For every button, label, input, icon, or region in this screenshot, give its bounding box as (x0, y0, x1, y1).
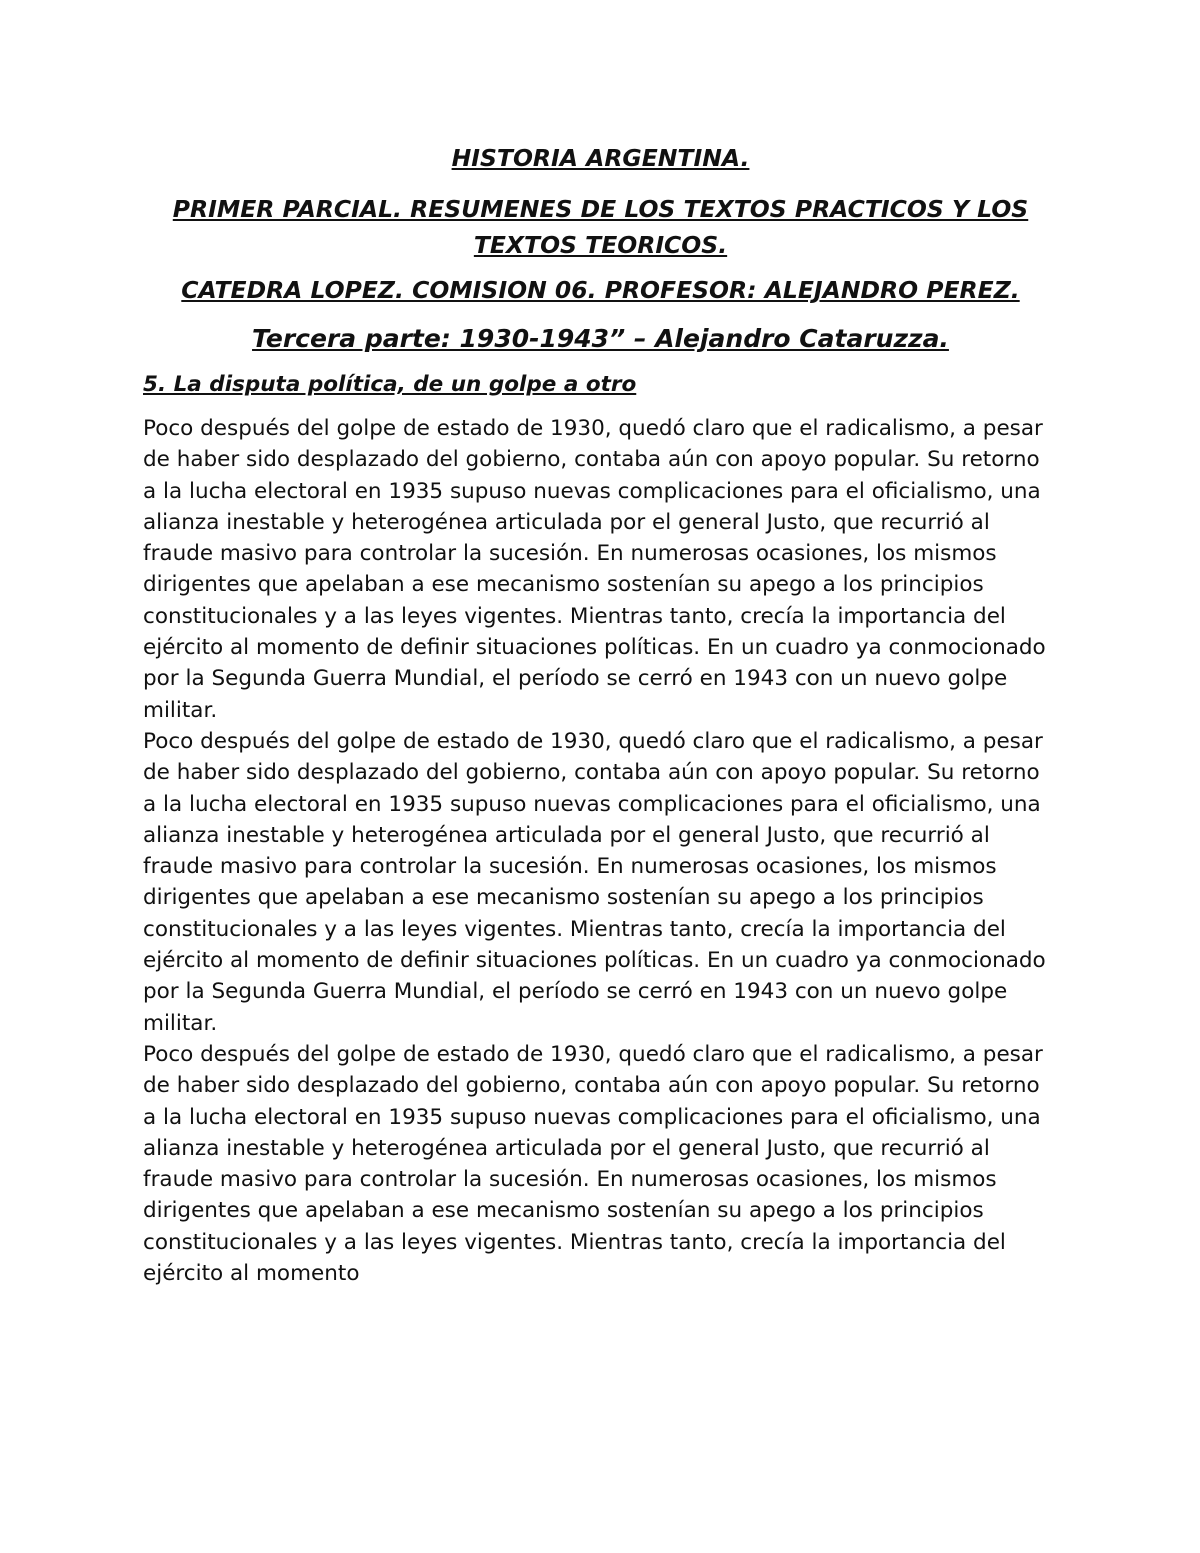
document-subtitle: PRIMER PARCIAL. RESUMENES DE LOS TEXTOS PRACTICOS Y LOS TEXTOS TEORICOS. (172, 195, 1029, 259)
paragraph: Poco después del golpe de estado de 1930, quedó claro que el radicalismo, a pesar de haber sido desplazado del gobierno, contaba aún con apoyo popular. Su retorno a la lucha electoral en 1935 supuso nuevas complicaciones para el oficialismo, una alianza inestable y heterogénea articulada por el general Justo, que recurrió al fraude masivo para controlar la sucesión. En numerosas ocasiones, los mismos dirigentes que apelaban a ese mecanismo sostenían su apego a los principios constitucionales y a las leyes vigentes. Mientras tanto, crecía la importancia del ejército al momento de definir situaciones políticas. En un cuadro ya conmocionado por la Segunda Guerra Mundial, el período se cerró en 1943 con un nuevo golpe militar. (143, 728, 1046, 1036)
body-text (143, 413, 1058, 1413)
part-title: Tercera parte: 1930-1943” – Alejandro Cataruzza. (252, 324, 949, 353)
paragraph: Poco después del golpe de estado de 1930, quedó claro que el radicalismo, a pesar de haber sido desplazado del gobierno, contaba aún con apoyo popular. Su retorno a la lucha electoral en 1935 supuso nuevas complicaciones para el oficialismo, una alianza inestable y heterogénea articulada por el general Justo, que recurrió al fraude masivo para controlar la sucesión. En numerosas ocasiones, los mismos dirigentes que apelaban a ese mecanismo sostenían su apego a los principios constitucionales y a las leyes vigentes. Mientras tanto, crecía la importancia del ejército al momento de definir situaciones políticas. En un cuadro ya conmocionado por la Segunda Guerra Mundial, el período se cerró en 1943 con un nuevo golpe militar. (143, 416, 1046, 723)
course-info: CATEDRA LOPEZ. COMISION 06. PROFESOR: ALEJANDRO PEREZ. (181, 276, 1020, 304)
paragraph: Poco después del golpe de estado de 1930, quedó claro que el radicalismo, a pesar de haber sido desplazado del gobierno, contaba aún con apoyo popular. Su retorno a la lucha electoral en 1935 supuso nuevas complicaciones para el oficialismo, una alianza inestable y heterogénea articulada por el general Justo, que recurrió al fraude masivo para controlar la sucesión. En numerosas ocasiones, los mismos dirigentes que apelaban a ese mecanismo sostenían su apego a los principios constitucionales y a las leyes vigentes. Mientras tanto, crecía la importancia del ejército al momento (143, 1041, 1043, 1287)
document-content (143, 140, 1058, 1413)
section-title: 5. La disputa política, de un golpe a otro (143, 372, 637, 397)
document-title: HISTORIA ARGENTINA. (451, 144, 750, 172)
